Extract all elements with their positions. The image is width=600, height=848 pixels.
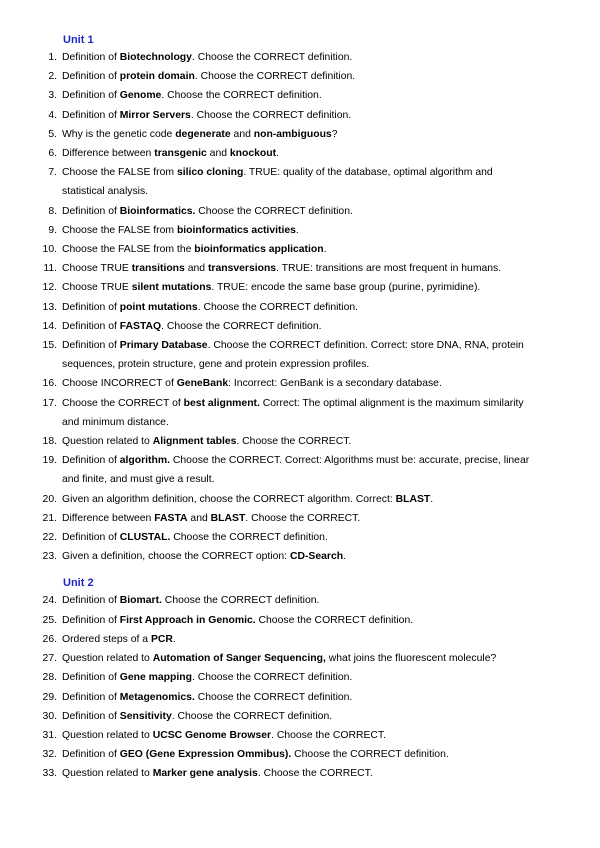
question-number: 24.: [42, 595, 57, 607]
question-keyword: Sensitivity: [119, 710, 172, 722]
question-text: Why is the genetic code: [62, 128, 176, 140]
question-text: and: [206, 148, 230, 160]
question-item: [0, 48, 600, 67]
question-text: .: [276, 148, 279, 160]
question-text: Difference between: [62, 148, 155, 160]
question-number: 8.: [48, 205, 57, 217]
question-text: Definition of: [62, 90, 120, 102]
question-text: Definition of: [62, 749, 120, 761]
question-item: [0, 591, 600, 610]
question-item: [0, 298, 600, 317]
question-text: Choose TRUE: [62, 282, 132, 294]
question-number: 21.: [42, 512, 57, 524]
question-number: 33.: [42, 768, 57, 780]
question-text: Definition of: [62, 691, 120, 703]
question-keyword: Alignment tables: [152, 436, 237, 448]
question-number: 5.: [48, 128, 57, 140]
question-keyword: transversions: [207, 263, 277, 275]
question-text: Question related to: [62, 768, 153, 780]
question-text: .: [343, 551, 346, 563]
question-item: [0, 432, 600, 451]
question-text: what joins the fluorescent molecule?: [325, 653, 497, 665]
question-text: Question related to: [62, 729, 153, 741]
question-number: 2.: [48, 71, 57, 83]
question-text: Definition of: [62, 109, 120, 121]
question-item: [0, 336, 600, 374]
question-text: . Choose the CORRECT.: [271, 729, 386, 741]
question-keyword: Biomart.: [119, 595, 162, 607]
question-number: 19.: [42, 455, 57, 467]
question-text: . Choose the CORRECT.: [236, 436, 352, 448]
question-keyword: bioinformatics activities: [176, 224, 296, 236]
question-item: [0, 649, 600, 668]
question-text: Definition of: [62, 532, 120, 544]
question-text: Question related to: [62, 653, 153, 665]
question-item: [0, 144, 600, 163]
question-number: 20.: [42, 493, 57, 505]
question-keyword: CD-Search: [289, 551, 344, 563]
question-item: [0, 259, 600, 278]
question-text: . Choose the CORRECT.: [245, 512, 361, 524]
question-keyword: degenerate: [175, 128, 231, 140]
question-keyword: GEO (Gene Expression Ommibus).: [119, 749, 292, 761]
question-text: Definition of: [62, 672, 120, 684]
question-text: Ordered steps of a: [62, 633, 151, 645]
question-keyword: Bioinformatics.: [119, 205, 196, 217]
question-text: . Choose the CORRECT definition.: [191, 672, 353, 684]
question-text: Correct: The optimal alignment is the maximum similarity and minimum distance.: [62, 397, 524, 428]
question-text: Definition of: [62, 340, 120, 352]
question-text: .: [430, 493, 434, 505]
question-keyword: silent mutations: [131, 282, 212, 294]
question-item: [0, 611, 600, 630]
question-item: [0, 125, 600, 144]
question-item: [0, 317, 600, 336]
question-number: 23.: [42, 551, 57, 563]
question-text: Choose the FALSE from the: [62, 244, 195, 256]
question-item: [0, 668, 600, 687]
question-text: .: [172, 633, 176, 645]
question-number: 4.: [48, 109, 57, 121]
question-text: .: [295, 224, 299, 236]
question-item: [0, 163, 600, 201]
question-item: [0, 528, 600, 547]
question-number: 18.: [42, 436, 57, 448]
question-text: Question related to: [62, 436, 153, 448]
question-text: . Choose the CORRECT definition.: [171, 710, 333, 722]
question-text: . Choose the CORRECT definition.: [161, 90, 322, 102]
question-text: Definition of: [62, 205, 120, 217]
question-item: [0, 764, 600, 783]
question-item: [0, 509, 600, 528]
question-keyword: PCR: [150, 633, 173, 645]
question-number: 10.: [42, 244, 57, 256]
question-keyword: First Approach in Genomic.: [119, 614, 256, 626]
question-keyword: FASTAQ: [119, 320, 162, 332]
question-text: Choose the FALSE from: [62, 224, 177, 236]
question-number: 1.: [48, 52, 57, 63]
question-text: and: [184, 263, 208, 275]
question-text: . Choose the CORRECT.: [257, 768, 373, 780]
question-text: Choose the CORRECT. Correct: Algorithms must be: accurate, precise, linear and finite, and must give a result.: [62, 455, 530, 486]
question-keyword: Automation of Sanger Sequencing,: [152, 653, 326, 665]
question-item: [0, 278, 600, 297]
question-text: and: [230, 128, 254, 140]
question-item: [0, 240, 600, 259]
question-number: 27.: [42, 653, 57, 665]
question-text: Given a definition, choose the CORRECT option:: [62, 551, 290, 563]
question-text: Choose the CORRECT definition.: [170, 532, 328, 544]
question-keyword: protein domain: [119, 71, 195, 83]
question-keyword: FASTA: [154, 512, 188, 524]
question-keyword: BLAST: [210, 512, 246, 524]
question-keyword: Mirror Servers: [119, 109, 191, 121]
question-number: 29.: [42, 691, 57, 703]
question-keyword: GeneBank: [176, 378, 229, 390]
question-keyword: Gene mapping: [119, 672, 192, 684]
question-text: Choose the FALSE from: [62, 167, 177, 179]
question-text: Definition of: [62, 301, 120, 313]
question-number: 31.: [42, 729, 57, 741]
question-item: [0, 490, 600, 509]
question-item: [0, 86, 600, 105]
question-item: [0, 106, 600, 125]
question-keyword: best alignment.: [183, 397, 260, 409]
question-keyword: UCSC Genome Browser: [152, 729, 272, 741]
unit-heading: Unit 2: [63, 577, 94, 590]
question-text: Definition of: [62, 320, 120, 332]
question-keyword: bioinformatics application: [194, 244, 324, 256]
question-item: [0, 221, 600, 240]
unit-spacer: [0, 566, 600, 576]
question-text: Choose the CORRECT definition.: [291, 749, 449, 761]
question-text: and: [187, 512, 211, 524]
question-number: 13.: [42, 301, 57, 313]
question-text: Choose the CORRECT definition.: [255, 614, 414, 626]
question-text: Definition of: [62, 595, 120, 607]
question-keyword: point mutations: [119, 301, 198, 313]
question-keyword: Genome: [119, 90, 162, 102]
question-keyword: BLAST: [395, 493, 431, 505]
question-keyword: CLUSTAL.: [119, 532, 171, 544]
question-item: [0, 745, 600, 764]
question-text: Definition of: [62, 455, 120, 467]
question-item: [0, 202, 600, 221]
question-number: 28.: [42, 672, 57, 684]
question-text: Choose INCORRECT of: [62, 378, 177, 390]
question-item: [0, 688, 600, 707]
question-number: 12.: [42, 282, 57, 294]
question-number: 25.: [42, 614, 57, 626]
question-keyword: transitions: [131, 263, 185, 275]
question-list: [0, 591, 600, 783]
question-number: 7.: [48, 167, 57, 179]
question-text: . Choose the CORRECT definition.: [191, 52, 353, 63]
question-item: [0, 630, 600, 649]
question-item: [0, 726, 600, 745]
question-text: . TRUE: encode the same base group (purine, pyrimidine).: [211, 282, 481, 294]
question-item: [0, 67, 600, 86]
question-keyword: silico cloning: [176, 167, 244, 179]
question-item: [0, 394, 600, 432]
question-text: Definition of: [62, 614, 120, 626]
question-keyword: Marker gene analysis: [152, 768, 258, 780]
question-number: 22.: [42, 532, 57, 544]
question-item: [0, 451, 600, 489]
question-number: 32.: [42, 749, 57, 761]
question-text: . Choose the CORRECT definition.: [190, 109, 352, 121]
question-number: 15.: [42, 340, 57, 352]
question-number: 6.: [48, 148, 57, 160]
question-text: Definition of: [62, 710, 120, 722]
question-number: 9.: [48, 224, 57, 236]
question-keyword: transgenic: [154, 148, 207, 160]
question-text: . Choose the CORRECT definition.: [194, 71, 356, 83]
question-text: Choose the CORRECT definition.: [194, 691, 353, 703]
question-text: Choose TRUE: [62, 263, 132, 275]
unit-heading: Unit 1: [63, 34, 94, 46]
question-keyword: knockout: [229, 148, 277, 160]
question-text: Definition of: [62, 71, 120, 83]
question-keyword: non-ambiguous: [253, 128, 332, 140]
question-text: Given an algorithm definition, choose the CORRECT algorithm. Correct:: [62, 493, 396, 505]
question-number: 14.: [42, 320, 57, 332]
question-text: . Choose the CORRECT definition.: [197, 301, 359, 313]
question-number: 16.: [42, 378, 57, 390]
question-text: Choose the CORRECT of: [62, 397, 184, 409]
question-keyword: Biotechnology: [119, 52, 192, 63]
question-item: [0, 374, 600, 393]
question-text: . TRUE: transitions are most frequent in humans.: [276, 263, 502, 275]
question-number: 26.: [42, 633, 57, 645]
question-text: Choose the CORRECT definition.: [161, 595, 320, 607]
question-text: .: [323, 244, 327, 256]
question-text: ?: [331, 128, 338, 140]
question-number: 17.: [42, 397, 57, 409]
question-number: 3.: [48, 90, 57, 102]
question-text: . Choose the CORRECT definition.: [161, 320, 322, 332]
question-keyword: algorithm.: [119, 455, 170, 467]
question-number: 30.: [42, 710, 57, 722]
question-text: . Choose the CORRECT definition. Correct: store DNA, RNA, protein sequences, protein structure, gene and protein expression profiles.: [62, 340, 524, 371]
question-text: . TRUE: quality of the database, optimal algorithm and statistical analysis.: [62, 167, 493, 198]
question-text: Choose the CORRECT definition.: [195, 205, 353, 217]
question-item: [0, 707, 600, 726]
question-item: [0, 547, 600, 566]
document-body: [0, 33, 600, 784]
question-text: Definition of: [62, 52, 120, 63]
question-keyword: Primary Database: [119, 340, 208, 352]
question-number: 11.: [43, 263, 57, 275]
question-text: Difference between: [62, 512, 155, 524]
question-list: [0, 48, 600, 566]
question-keyword: Metagenomics.: [119, 691, 195, 703]
question-text: : Incorrect: GenBank is a secondary database.: [228, 378, 442, 390]
